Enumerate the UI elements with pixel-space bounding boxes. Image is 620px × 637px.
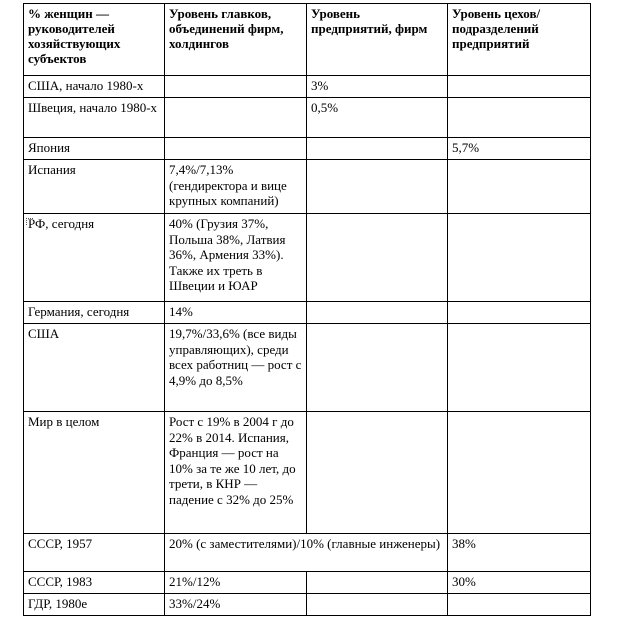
row-label: Германия, сегодня xyxy=(24,302,165,324)
header-cell-holdings-level: Уровень главков, объединений фирм, холдингов xyxy=(165,4,307,76)
table-row xyxy=(24,138,591,160)
row-label: РФ, сегодня xyxy=(24,214,165,302)
table-cell xyxy=(307,412,448,534)
row-label: США, начало 1980-х xyxy=(24,76,165,98)
table-cell xyxy=(307,214,448,302)
table-cell: 21%/12% xyxy=(165,572,307,594)
header-cell-share: % женщин — руководителей хозяйствующих субъектов xyxy=(24,4,165,76)
table-cell: 7,4%/7,13% (гендиректора и вице крупных компаний) xyxy=(165,160,307,214)
table-cell xyxy=(307,324,448,412)
table-row xyxy=(24,98,591,138)
table-cell: Рост с 19% в 2004 г до 22% в 2014. Испания, Франция — рост на 10% за те же 10 лет, до трети, в КНР — падение с 32% до 25% xyxy=(165,412,307,534)
row-label: СССР, 1983 xyxy=(24,572,165,594)
table-row xyxy=(24,302,591,324)
table-row xyxy=(24,594,591,616)
row-label: Мир в целом xyxy=(24,412,165,534)
table-cell xyxy=(307,572,448,594)
table-cell xyxy=(448,302,591,324)
table-row xyxy=(24,412,591,534)
table-cell: 33%/24% xyxy=(165,594,307,616)
table-cell: 0,5% xyxy=(307,98,448,138)
women-managers-table xyxy=(23,3,591,616)
table-cell: 19,7%/33,6% (все виды управляющих), среди всех работниц — рост с 4,9% до 8,5% xyxy=(165,324,307,412)
table-cell xyxy=(448,214,591,302)
table-cell: 5,7% xyxy=(448,138,591,160)
table-cell xyxy=(448,412,591,534)
table-cell: 40% (Грузия 37%, Польша 38%, Латвия 36%, Армения 33%). Также их треть в Швеции и ЮАР xyxy=(165,214,307,302)
table-cell xyxy=(448,160,591,214)
table-cell: 3% xyxy=(307,76,448,98)
table-row xyxy=(24,324,591,412)
table-cell xyxy=(165,76,307,98)
table-row xyxy=(24,76,591,98)
table-cell-wide: 20% (с заместителями)/10% (главные инженеры) xyxy=(165,534,448,572)
table-row xyxy=(24,572,591,594)
row-label: СССР, 1957 xyxy=(24,534,165,572)
table-cell: 30% xyxy=(448,572,591,594)
table-row xyxy=(24,534,591,572)
header-cell-department-level: Уровень цехов/подразделений предприятий xyxy=(448,4,591,76)
table-cell xyxy=(165,98,307,138)
table-row xyxy=(24,160,591,214)
table-cell xyxy=(448,76,591,98)
table-cell xyxy=(165,138,307,160)
table-cell: 38% xyxy=(448,534,591,572)
header-row xyxy=(24,4,591,76)
table-row xyxy=(24,214,591,302)
table-cell xyxy=(448,594,591,616)
table-cell xyxy=(307,302,448,324)
row-label: Швеция, начало 1980-х xyxy=(24,98,165,138)
table-cell xyxy=(448,324,591,412)
table-cell xyxy=(448,98,591,138)
row-label: Япония xyxy=(24,138,165,160)
row-label: США xyxy=(24,324,165,412)
table-cell: 14% xyxy=(165,302,307,324)
table-cell xyxy=(307,160,448,214)
row-label: ГДР, 1980е xyxy=(24,594,165,616)
text-boundary-marker xyxy=(26,218,33,225)
row-label: Испания xyxy=(24,160,165,214)
table-cell xyxy=(307,138,448,160)
table-cell xyxy=(307,594,448,616)
header-cell-enterprise-level: Уровень предприятий, фирм xyxy=(307,4,448,76)
